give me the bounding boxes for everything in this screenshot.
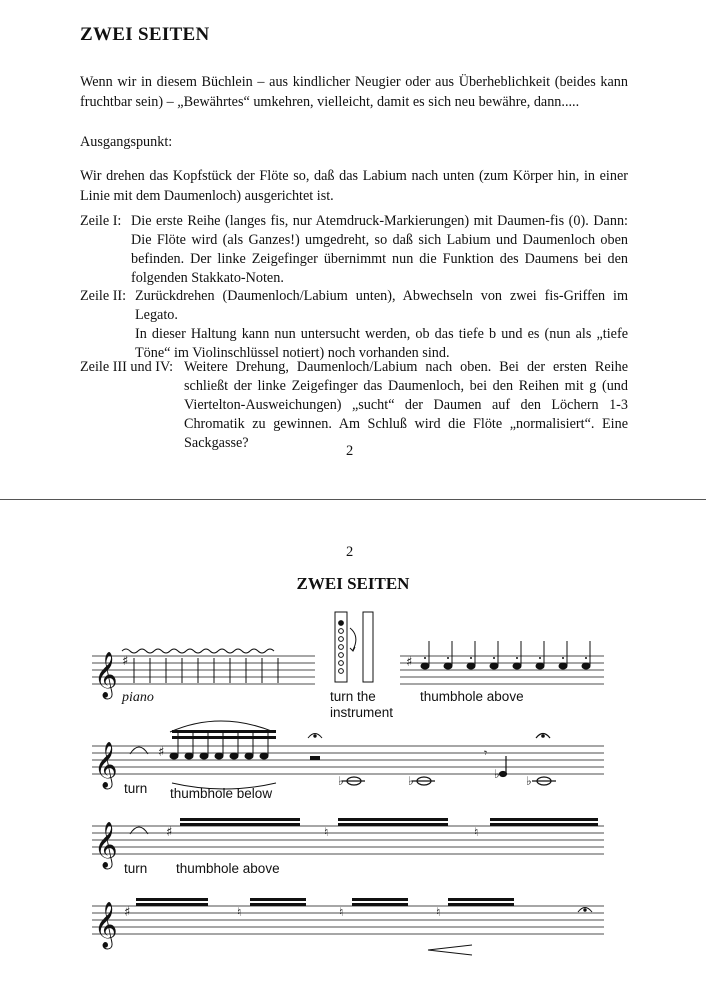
natural-icon: ♮	[324, 825, 329, 839]
natural-icon: ♮	[436, 905, 441, 919]
treble-clef-icon: 𝄞	[94, 822, 118, 868]
system-1-staccato-notes	[421, 641, 590, 669]
sharp-icon: ♯	[158, 745, 165, 760]
natural-icon: ♮	[339, 905, 344, 919]
natural-icon: ♮	[237, 905, 242, 919]
natural-icon: ♮	[474, 825, 479, 839]
staff-2	[92, 746, 604, 774]
system-2-notes	[170, 721, 276, 789]
fermata-rest	[308, 734, 322, 761]
recorder-icon	[335, 612, 373, 682]
ausgangspunkt-text: Wir drehen das Kopfstück der Flöte so, daß das Labium nach unten (zum Körper hin, in einer Linie mit dem Daumenloch) ausgerichtet ist.	[80, 168, 628, 204]
staff-4	[92, 906, 604, 934]
system-3-notes	[180, 818, 598, 826]
thumbhole-above-label-1: thumbhole above	[420, 689, 524, 704]
intro-paragraph: Wenn wir in diesem Büchlein – aus kindlicher Neugier oder aus Überheblichkeit (beides kann fruchtbar sein) – „Bewährtes“ umkehren, vielleicht, damit es sich neu bewähre, dann.....	[80, 74, 628, 110]
low-notes	[338, 734, 556, 789]
turn-instrument-label: turn the	[330, 689, 376, 704]
dynamic-piano: piano	[122, 690, 154, 705]
svg-text:♭: ♭	[526, 774, 532, 788]
music-score	[0, 500, 706, 1000]
svg-text:♭: ♭	[338, 774, 344, 788]
ausgangspunkt-label: Ausgangspunkt:	[80, 134, 173, 150]
system-4-notes	[136, 898, 592, 955]
zeile-2-text-a: Zurückdrehen (Daumenloch/Labium unten), Abwechseln von zwei fis-Griffen im Legato.	[135, 288, 628, 323]
zeile-1-text: Die erste Reihe (langes fis, nur Atemdruck-Markierungen) mit Daumen-fis (0). Dann: Die Flöte wird (als Ganzes!) umgedreht, so daß sich Labium und Daumenloch oben befinden. Der linke Zeigefinger übernimmt nun die Funktion des Daumens bei den folgenden Stakkato-Noten.	[131, 213, 628, 286]
thumbhole-above-label-2: thumbhole above	[176, 861, 280, 876]
svg-text:𝄾: 𝄾	[484, 746, 488, 760]
turn-instrument-label-2: instrument	[330, 705, 394, 720]
thumbhole-below-label: thumbhole below	[170, 786, 273, 801]
zeile-1	[80, 212, 628, 286]
score-page	[0, 500, 706, 1000]
treble-clef-icon: 𝄞	[94, 902, 118, 948]
sharp-icon: ♯	[122, 654, 129, 669]
score-title: ZWEI SEITEN	[296, 574, 410, 593]
zeile-2-text-b: In dieser Haltung kann nun untersucht werden, ob das tiefe b und es (nun als „tiefe Töne“ im Violinschlüssel notiert) noch vorhanden sind.	[135, 326, 628, 361]
sharp-icon: ♯	[124, 905, 131, 920]
zeile-3-label: Zeile III und IV:	[80, 359, 174, 375]
turn-label-3: turn	[124, 861, 148, 876]
treble-clef-icon: 𝄞	[94, 652, 118, 698]
zeile-1-label: Zeile I:	[80, 213, 122, 229]
zeile-2	[80, 287, 628, 367]
treble-clef-icon: 𝄞	[94, 742, 118, 788]
zeile-3	[80, 358, 628, 451]
system-1-notes	[122, 649, 278, 683]
svg-text:♭: ♭	[408, 774, 414, 788]
sharp-icon: ♯	[406, 655, 413, 670]
zeile-2-label: Zeile II:	[80, 288, 127, 304]
staff-1	[92, 656, 604, 684]
page-number-bottom: 2	[346, 544, 354, 560]
page-number-top: 2	[346, 443, 354, 459]
page-title: ZWEI SEITEN	[80, 24, 210, 45]
turn-label-2: turn	[124, 781, 148, 796]
sharp-icon: ♯	[166, 825, 173, 840]
zeile-3-text: Weitere Drehung, Daumenloch/Labium nach oben. Bei der ersten Reihe schließt der linke Zeigefinger das Daumenloch, bei den Reihen mit g (und Viertelton-Ausweichungen) „sucht“ der Daumen auf den Löchern 1-3 Chromatik zu gewinnen. Am Schluß wird die Flöte „normalisiert“. Eine Sackgasse?	[184, 359, 628, 451]
svg-text:♭: ♭	[494, 767, 500, 781]
